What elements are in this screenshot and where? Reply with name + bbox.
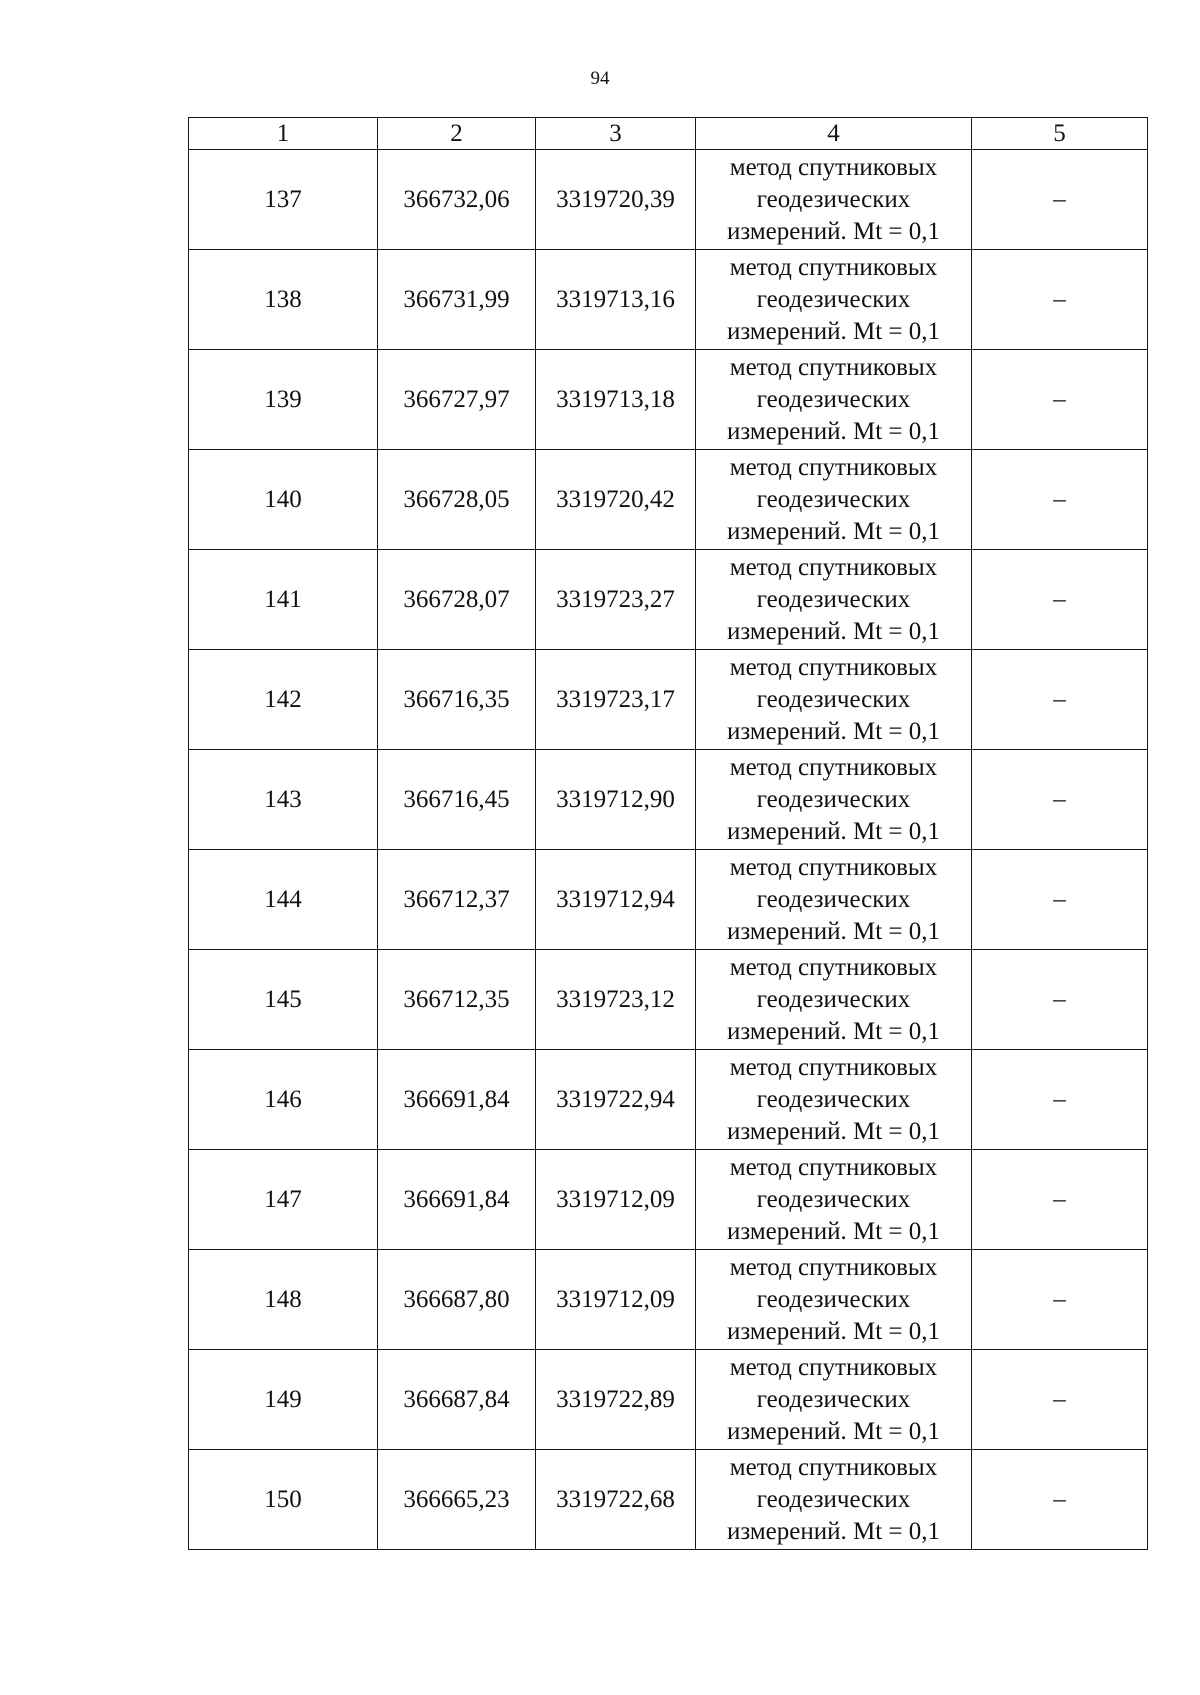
point-number-cell: 137 <box>189 150 378 250</box>
method-cell <box>696 550 972 650</box>
table-row <box>189 250 1148 350</box>
method-line: геодезических <box>756 585 911 613</box>
point-number-cell: 148 <box>189 1250 378 1350</box>
method-line: измерений. Mt = 0,1 <box>726 417 941 445</box>
method-line: метод спутниковых <box>729 453 938 481</box>
point-number-cell: 145 <box>189 950 378 1050</box>
method-cell <box>696 250 972 350</box>
column-header: 3 <box>536 118 696 150</box>
method-line: измерений. Mt = 0,1 <box>726 217 941 245</box>
method-line: метод спутниковых <box>729 1153 938 1181</box>
method-cell <box>696 1050 972 1150</box>
table-row <box>189 1050 1148 1150</box>
method-line: метод спутниковых <box>729 553 938 581</box>
point-number-cell: 138 <box>189 250 378 350</box>
method-line: метод спутниковых <box>729 1453 938 1481</box>
x-coordinate-cell: 366728,07 <box>378 550 536 650</box>
table-row <box>189 650 1148 750</box>
method-line: метод спутниковых <box>729 653 938 681</box>
y-coordinate-cell: 3319713,16 <box>536 250 696 350</box>
x-coordinate-cell: 366691,84 <box>378 1150 536 1250</box>
point-number-cell: 147 <box>189 1150 378 1250</box>
point-number-cell: 149 <box>189 1350 378 1450</box>
y-coordinate-cell: 3319722,68 <box>536 1450 696 1550</box>
table-row <box>189 150 1148 250</box>
point-number-cell: 141 <box>189 550 378 650</box>
method-cell <box>696 1150 972 1250</box>
method-line: геодезических <box>756 985 911 1013</box>
y-coordinate-cell: 3319712,90 <box>536 750 696 850</box>
method-cell <box>696 350 972 450</box>
method-line: измерений. Mt = 0,1 <box>726 1517 941 1545</box>
table-row <box>189 550 1148 650</box>
column-header: 1 <box>189 118 378 150</box>
point-number-cell: 146 <box>189 1050 378 1150</box>
method-line: метод спутниковых <box>729 253 938 281</box>
note-cell: – <box>972 1150 1148 1250</box>
point-number-cell: 142 <box>189 650 378 750</box>
method-line: геодезических <box>756 385 911 413</box>
x-coordinate-cell: 366712,37 <box>378 850 536 950</box>
table-row <box>189 950 1148 1050</box>
point-number-cell: 144 <box>189 850 378 950</box>
method-line: геодезических <box>756 685 911 713</box>
table-header-row <box>189 118 1148 150</box>
method-line: геодезических <box>756 1285 911 1313</box>
method-line: метод спутниковых <box>729 953 938 981</box>
method-line: метод спутниковых <box>729 1353 938 1381</box>
method-line: геодезических <box>756 285 911 313</box>
note-cell: – <box>972 350 1148 450</box>
table-row <box>189 750 1148 850</box>
y-coordinate-cell: 3319712,94 <box>536 850 696 950</box>
coordinates-table <box>188 117 1148 1550</box>
method-line: метод спутниковых <box>729 753 938 781</box>
y-coordinate-cell: 3319723,17 <box>536 650 696 750</box>
method-cell <box>696 1250 972 1350</box>
note-cell: – <box>972 850 1148 950</box>
method-line: измерений. Mt = 0,1 <box>726 1317 941 1345</box>
y-coordinate-cell: 3319713,18 <box>536 350 696 450</box>
note-cell: – <box>972 250 1148 350</box>
y-coordinate-cell: 3319723,27 <box>536 550 696 650</box>
table-row <box>189 1350 1148 1450</box>
method-line: метод спутниковых <box>729 853 938 881</box>
method-line: геодезических <box>756 785 911 813</box>
method-line: геодезических <box>756 1485 911 1513</box>
x-coordinate-cell: 366691,84 <box>378 1050 536 1150</box>
note-cell: – <box>972 450 1148 550</box>
x-coordinate-cell: 366712,35 <box>378 950 536 1050</box>
note-cell: – <box>972 750 1148 850</box>
method-cell <box>696 450 972 550</box>
note-cell: – <box>972 1350 1148 1450</box>
y-coordinate-cell: 3319722,94 <box>536 1050 696 1150</box>
x-coordinate-cell: 366665,23 <box>378 1450 536 1550</box>
y-coordinate-cell: 3319712,09 <box>536 1150 696 1250</box>
point-number-cell: 150 <box>189 1450 378 1550</box>
x-coordinate-cell: 366727,97 <box>378 350 536 450</box>
x-coordinate-cell: 366716,35 <box>378 650 536 750</box>
table-row <box>189 1450 1148 1550</box>
page-number: 94 <box>590 68 610 89</box>
method-line: геодезических <box>756 1385 911 1413</box>
point-number-cell: 140 <box>189 450 378 550</box>
x-coordinate-cell: 366716,45 <box>378 750 536 850</box>
method-cell <box>696 1350 972 1450</box>
x-coordinate-cell: 366731,99 <box>378 250 536 350</box>
y-coordinate-cell: 3319720,39 <box>536 150 696 250</box>
y-coordinate-cell: 3319722,89 <box>536 1350 696 1450</box>
table-row <box>189 1150 1148 1250</box>
method-line: измерений. Mt = 0,1 <box>726 1117 941 1145</box>
method-line: геодезических <box>756 1185 911 1213</box>
method-cell <box>696 150 972 250</box>
method-line: геодезических <box>756 185 911 213</box>
note-cell: – <box>972 150 1148 250</box>
method-line: метод спутниковых <box>729 153 938 181</box>
x-coordinate-cell: 366728,05 <box>378 450 536 550</box>
method-cell <box>696 1450 972 1550</box>
column-header: 4 <box>696 118 972 150</box>
point-number-cell: 143 <box>189 750 378 850</box>
method-cell <box>696 650 972 750</box>
y-coordinate-cell: 3319723,12 <box>536 950 696 1050</box>
note-cell: – <box>972 1250 1148 1350</box>
x-coordinate-cell: 366732,06 <box>378 150 536 250</box>
table-row <box>189 850 1148 950</box>
method-line: измерений. Mt = 0,1 <box>726 817 941 845</box>
column-header: 2 <box>378 118 536 150</box>
point-number-cell: 139 <box>189 350 378 450</box>
method-line: измерений. Mt = 0,1 <box>726 1017 941 1045</box>
method-line: метод спутниковых <box>729 1253 938 1281</box>
method-line: измерений. Mt = 0,1 <box>726 617 941 645</box>
method-cell <box>696 850 972 950</box>
column-header: 5 <box>972 118 1148 150</box>
note-cell: – <box>972 1450 1148 1550</box>
method-cell <box>696 750 972 850</box>
method-line: измерений. Mt = 0,1 <box>726 317 941 345</box>
table-row <box>189 350 1148 450</box>
y-coordinate-cell: 3319720,42 <box>536 450 696 550</box>
method-line: геодезических <box>756 485 911 513</box>
note-cell: – <box>972 1050 1148 1150</box>
method-line: геодезических <box>756 885 911 913</box>
note-cell: – <box>972 550 1148 650</box>
method-line: измерений. Mt = 0,1 <box>726 917 941 945</box>
method-line: измерений. Mt = 0,1 <box>726 1217 941 1245</box>
table-row <box>189 450 1148 550</box>
method-line: метод спутниковых <box>729 1053 938 1081</box>
x-coordinate-cell: 366687,84 <box>378 1350 536 1450</box>
x-coordinate-cell: 366687,80 <box>378 1250 536 1350</box>
method-line: измерений. Mt = 0,1 <box>726 717 941 745</box>
method-line: измерений. Mt = 0,1 <box>726 1417 941 1445</box>
y-coordinate-cell: 3319712,09 <box>536 1250 696 1350</box>
method-line: измерений. Mt = 0,1 <box>726 517 941 545</box>
method-cell <box>696 950 972 1050</box>
table-row <box>189 1250 1148 1350</box>
note-cell: – <box>972 950 1148 1050</box>
method-line: геодезических <box>756 1085 911 1113</box>
method-line: метод спутниковых <box>729 353 938 381</box>
note-cell: – <box>972 650 1148 750</box>
